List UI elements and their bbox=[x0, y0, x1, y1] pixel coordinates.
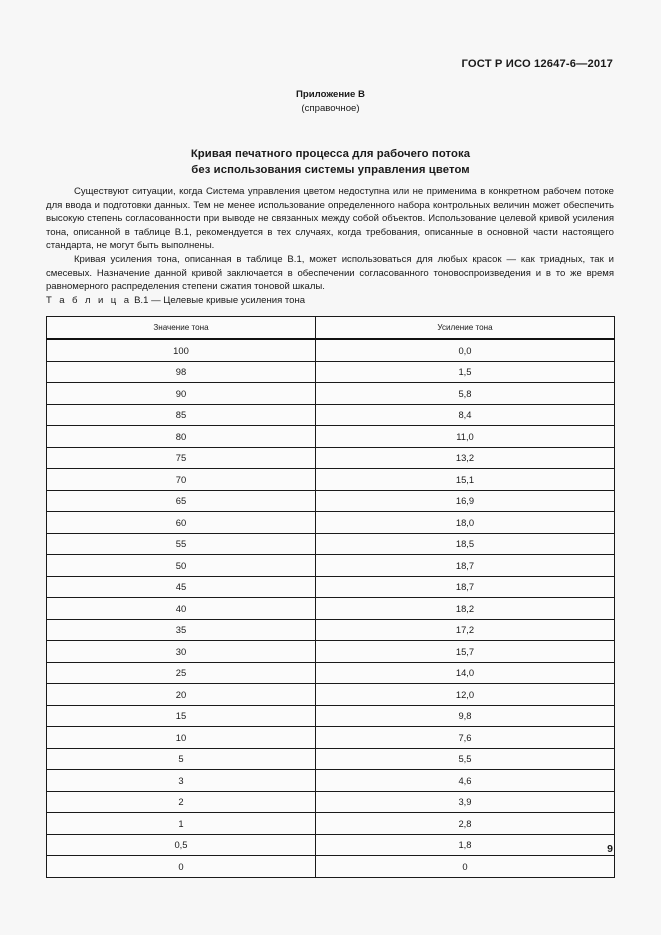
table-row bbox=[47, 598, 615, 620]
cell-tone-value: 100 bbox=[47, 339, 316, 361]
cell-tone-value: 55 bbox=[47, 533, 316, 555]
table-caption-text: — Целевые кривые усиления тона bbox=[151, 295, 306, 306]
section-title-line-2: без использования системы управления цветом bbox=[191, 163, 470, 176]
cell-tone-value: 1 bbox=[47, 813, 316, 835]
table-row bbox=[47, 404, 615, 426]
table-row bbox=[47, 555, 615, 577]
cell-tone-gain: 18,7 bbox=[316, 576, 615, 598]
cell-tone-gain: 9,8 bbox=[316, 705, 615, 727]
cell-tone-value: 45 bbox=[47, 576, 316, 598]
cell-tone-value: 85 bbox=[47, 404, 316, 426]
table-body bbox=[47, 339, 615, 877]
table-row bbox=[47, 533, 615, 555]
section-title bbox=[0, 147, 661, 178]
paragraph-2: Кривая усиления тона, описанная в таблице В.1, может использоваться для любых красок — как триадных, так и смесевых. Назначение данной кривой заключается в обеспечении согласованного тоновоспроизведения и в то же время равномерного распределения степени сжатия тоновой шкалы. bbox=[46, 253, 614, 293]
cell-tone-gain: 5,5 bbox=[316, 748, 615, 770]
cell-tone-value: 0 bbox=[47, 856, 316, 878]
table-row bbox=[47, 619, 615, 641]
table-row bbox=[47, 684, 615, 706]
cell-tone-value: 90 bbox=[47, 383, 316, 405]
section-title-line-1: Кривая печатного процесса для рабочего потока bbox=[190, 148, 471, 160]
table-row bbox=[47, 662, 615, 684]
cell-tone-value: 25 bbox=[47, 662, 316, 684]
cell-tone-gain: 1,5 bbox=[316, 361, 615, 383]
cell-tone-value: 10 bbox=[47, 727, 316, 749]
cell-tone-value: 2 bbox=[47, 791, 316, 813]
cell-tone-gain: 5,8 bbox=[316, 383, 615, 405]
cell-tone-value: 40 bbox=[47, 598, 316, 620]
table-row bbox=[47, 856, 615, 878]
table-row bbox=[47, 361, 615, 383]
column-header-tone-gain: Усиление тона bbox=[316, 317, 615, 340]
table-row bbox=[47, 813, 615, 835]
cell-tone-value: 5 bbox=[47, 748, 316, 770]
annex-subtitle: (справочное) bbox=[301, 102, 360, 114]
table-caption bbox=[46, 295, 305, 306]
cell-tone-value: 60 bbox=[47, 512, 316, 534]
cell-tone-gain: 18,2 bbox=[316, 598, 615, 620]
table-caption-number: В.1 bbox=[134, 295, 149, 306]
table-row bbox=[47, 791, 615, 813]
cell-tone-gain: 17,2 bbox=[316, 619, 615, 641]
cell-tone-value: 65 bbox=[47, 490, 316, 512]
cell-tone-gain: 18,7 bbox=[316, 555, 615, 577]
cell-tone-gain: 12,0 bbox=[316, 684, 615, 706]
table-row bbox=[47, 770, 615, 792]
table-row bbox=[47, 512, 615, 534]
annex-heading bbox=[0, 88, 661, 115]
table-row bbox=[47, 748, 615, 770]
cell-tone-value: 0,5 bbox=[47, 834, 316, 856]
cell-tone-value: 15 bbox=[47, 705, 316, 727]
cell-tone-gain: 7,6 bbox=[316, 727, 615, 749]
running-head: ГОСТ Р ИСО 12647-6—2017 bbox=[461, 58, 613, 70]
cell-tone-gain: 18,0 bbox=[316, 512, 615, 534]
cell-tone-value: 20 bbox=[47, 684, 316, 706]
cell-tone-value: 50 bbox=[47, 555, 316, 577]
cell-tone-gain: 8,4 bbox=[316, 404, 615, 426]
cell-tone-gain: 0 bbox=[316, 856, 615, 878]
cell-tone-gain: 2,8 bbox=[316, 813, 615, 835]
table-row bbox=[47, 834, 615, 856]
table-row bbox=[47, 727, 615, 749]
table-row bbox=[47, 576, 615, 598]
table-row bbox=[47, 641, 615, 663]
table-row bbox=[47, 339, 615, 361]
cell-tone-gain: 13,2 bbox=[316, 447, 615, 469]
body-text bbox=[46, 185, 614, 294]
cell-tone-value: 80 bbox=[47, 426, 316, 448]
table-row bbox=[47, 383, 615, 405]
column-header-tone-value: Значение тона bbox=[47, 317, 316, 340]
cell-tone-value: 98 bbox=[47, 361, 316, 383]
table-row bbox=[47, 447, 615, 469]
cell-tone-gain: 0,0 bbox=[316, 339, 615, 361]
cell-tone-value: 30 bbox=[47, 641, 316, 663]
cell-tone-value: 70 bbox=[47, 469, 316, 491]
cell-tone-value: 3 bbox=[47, 770, 316, 792]
cell-tone-value: 35 bbox=[47, 619, 316, 641]
tone-gain-table bbox=[46, 316, 615, 878]
table-caption-label: Т а б л и ц а bbox=[46, 295, 132, 306]
annex-title: Приложение В bbox=[296, 89, 365, 100]
cell-tone-gain: 15,7 bbox=[316, 641, 615, 663]
paragraph-1: Существуют ситуации, когда Система управления цветом недоступна или не применима в конкретном рабочем потоке для ввода и подготовки данных. Тем не менее использование определенного набора контрольных величин может обеспечить высокую степень согласованности при выводе не связанных между собой объектов. Использование целевой кривой усиления тона, описанной в таблице В.1, рекомендуется в тех случаях, когда требования, описанные в основной части настоящего стандарта, не могут быть выполнены. bbox=[46, 186, 614, 252]
page-number: 9 bbox=[607, 843, 613, 855]
table-row bbox=[47, 490, 615, 512]
table-row bbox=[47, 426, 615, 448]
table-header-row bbox=[47, 317, 615, 340]
cell-tone-gain: 11,0 bbox=[316, 426, 615, 448]
table-row bbox=[47, 705, 615, 727]
cell-tone-gain: 18,5 bbox=[316, 533, 615, 555]
cell-tone-gain: 1,8 bbox=[316, 834, 615, 856]
cell-tone-gain: 16,9 bbox=[316, 490, 615, 512]
cell-tone-gain: 4,6 bbox=[316, 770, 615, 792]
cell-tone-gain: 15,1 bbox=[316, 469, 615, 491]
table-row bbox=[47, 469, 615, 491]
cell-tone-gain: 3,9 bbox=[316, 791, 615, 813]
cell-tone-value: 75 bbox=[47, 447, 316, 469]
cell-tone-gain: 14,0 bbox=[316, 662, 615, 684]
